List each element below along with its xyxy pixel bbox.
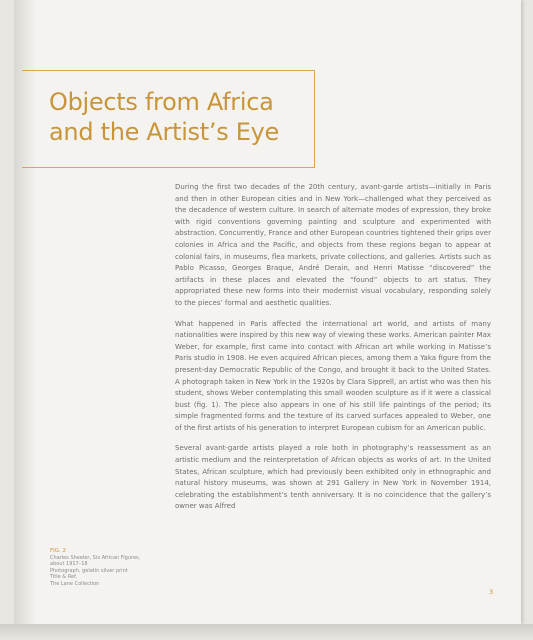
- caption-line: about 1917–18: [50, 561, 88, 568]
- paragraph-1: During the first two decades of the 20th century, avant-garde artists—initially in Paris and then in other European cities and in New York—challenged what they perceived as the decadence of western culture. In search of alternate modes of expression, they broke with rigid conventions governing painting and sculpture and experimented with abstraction. Concurrently, France and other European countries tightened their grips over colonies in Africa and the Pacific, and objects from these regions began to appear at colonial fairs, in museums, flea markets, private collections, and galleries. Artists such as Pablo Picasso, Georges Braque, André Derain, and Henri Matisse “discovered” the artifacts in these places and elevated the “found” objects to art status. They appropriated these new forms into their modernist visual vocabulary, responding solely to the pieces’ formal and aesthetic qualities.: [175, 183, 491, 307]
- title-line-2: and the Artist’s Eye: [49, 118, 279, 146]
- figure-label: FIG. 2: [50, 548, 67, 554]
- body-text-column: [175, 182, 491, 522]
- title-line-1: Objects from Africa: [49, 88, 274, 116]
- chapter-title: [49, 87, 309, 147]
- paragraph-3: Several avant-garde artists played a role both in photography’s reassessment as an artistic medium and the reinterpretation of African objects as works of art. In the United States, African sculpture, which had previously been exhibited only in ethnographic and natural history museums, was shown at 291 Gallery in New York in November 1914, celebrating the establishment’s tenth anniversary. It is no coincidence that the gallery’s owner was Alfred: [175, 444, 491, 511]
- page-number: 3: [489, 588, 494, 596]
- paragraph-2: What happened in Paris affected the international art world, and artists of many nationalities were inspired by this new way of viewing these works. American painter Max Weber, for example, first came into contact with African art while working in Matisse’s Paris studio in 1908. He even acquired African pieces, among them a Yaka figure from the present-day Democratic Republic of the Congo, and brought it back to the United States. A photograph taken in New York in the 1920s by Clara Sipprell, an artist who was then his student, shows Weber contemplating this small wooden sculpture as if it were a classical bust (fig. 1). The piece also appears in one of his still life paintings of the period; its simple fragmented forms and the texture of its carved surfaces appealed to Weber, one of the first artists of his generation to interpret European cubism for an American public.: [175, 319, 491, 432]
- caption-line: The Lane Collection: [50, 580, 100, 587]
- caption-line: Title & Ref.: [50, 574, 78, 581]
- caption-line: Charles Sheeler, Six African Figures,: [50, 554, 141, 561]
- caption-line: Photograph, gelatin silver print: [50, 567, 128, 574]
- figure-caption: [50, 548, 160, 588]
- page-bottom-shadow: [0, 624, 533, 640]
